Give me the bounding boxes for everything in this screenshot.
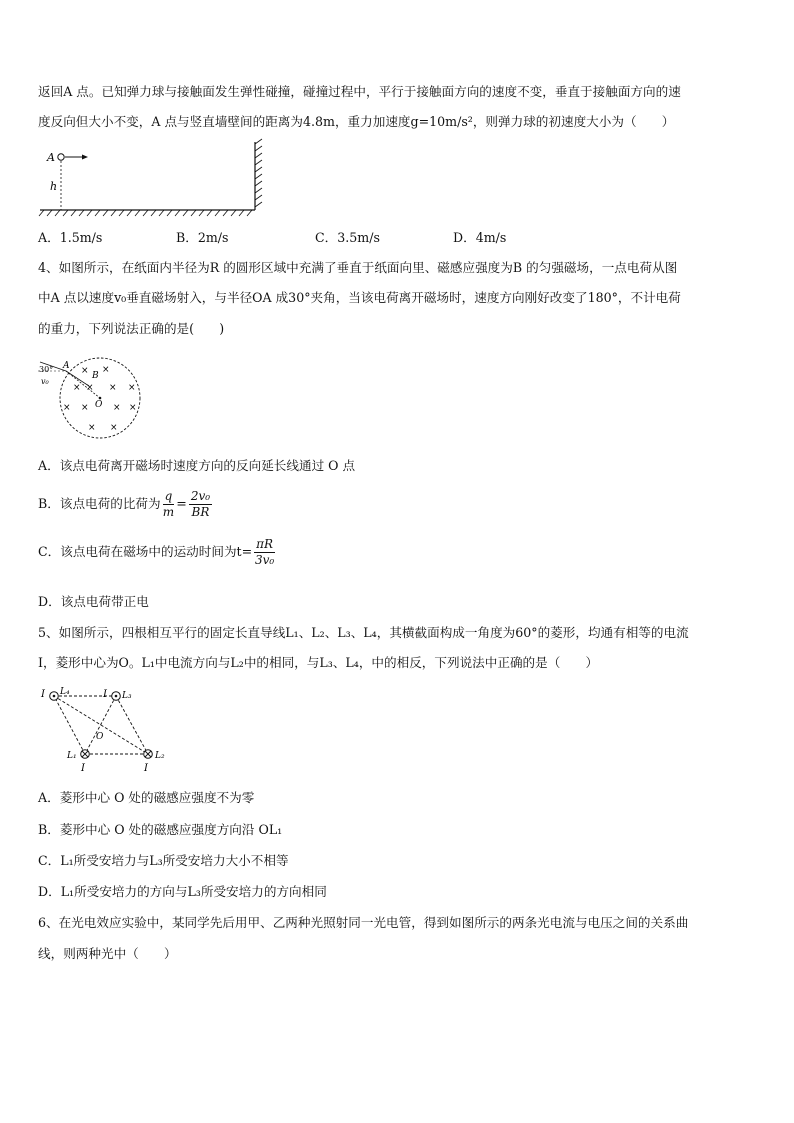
label-v0: v₀ xyxy=(41,377,49,386)
q3-option-a[interactable]: A．1.5m/s xyxy=(38,230,103,245)
label-l2: L₂ xyxy=(155,751,165,761)
q4-text-line-3: 的重力，下列说法正确的是( ) xyxy=(38,321,225,336)
q4-option-b-prefix: B．该点电荷的比荷为 xyxy=(38,496,161,511)
svg-text:×: × xyxy=(128,383,136,393)
q6-text-line-2: 线，则两种光中（ ） xyxy=(38,946,177,961)
wall-hatch xyxy=(255,139,262,207)
q4-figure-magnetic-circle xyxy=(36,352,156,442)
fraction-2v0-over-br: $\frac{\text{2v₀}}{BR}$ xyxy=(190,489,211,519)
q4-option-c-prefix: C．该点电荷在磁场中的运动时间为t= xyxy=(38,544,253,559)
svg-text:×: × xyxy=(63,403,71,413)
svg-text:×: × xyxy=(110,423,118,433)
svg-text:×: × xyxy=(129,403,137,413)
fraction-q-over-m: $\frac{q}{m}$ xyxy=(162,489,175,519)
center-point xyxy=(99,397,102,400)
svg-text:×: × xyxy=(88,423,96,433)
q3-text-line-1: 返回A 点。已知弹力球与接触面发生弹性碰撞，碰撞过程中，平行于接触面方向的速度不变，垂直于接触面方向的速 xyxy=(38,84,681,99)
label-i-l1: I xyxy=(81,763,85,774)
svg-text:×: × xyxy=(73,383,81,393)
label-h: h xyxy=(50,180,58,193)
label-l3: L₃ xyxy=(122,691,132,701)
svg-text:×: × xyxy=(81,403,89,413)
label-i-l2: I xyxy=(144,763,148,774)
q4-text-line-2: 中A 点以速度v₀垂直磁场射入，与半径OA 成30°夹角，当该电荷离开磁场时，速度方向刚好改变了180°，不计电荷 xyxy=(38,290,681,305)
fraction-pir-over-3v0: $\frac{\pi R}{\text{3v₀}}$ xyxy=(255,537,275,567)
svg-text:×: × xyxy=(86,383,94,393)
label-l4: L₄ xyxy=(60,687,70,697)
q4-option-b[interactable] xyxy=(38,487,214,521)
q4-text-line-1: 4、如图所示，在纸面内半径为R 的圆形区域中充满了垂直于纸面向里、磁感应强度为B 的匀强磁场，一点电荷从图 xyxy=(38,260,678,275)
q5-option-c[interactable]: C．L₁所受安培力与L₃所受安培力大小不相等 xyxy=(38,853,289,868)
label-i-l4: I xyxy=(41,689,45,700)
label-i-l3: I xyxy=(103,689,107,700)
q5-option-b[interactable]: B．菱形中心 O 处的磁感应强度方向沿 OL₁ xyxy=(38,822,283,837)
label-o: O xyxy=(96,732,104,742)
arrow-head-icon xyxy=(82,155,88,160)
q3-option-b[interactable]: B．2m/s xyxy=(176,230,229,245)
q4-option-a[interactable]: A．该点电荷离开磁场时速度方向的反向延长线通过 O 点 xyxy=(38,458,356,473)
label-l1: L₁ xyxy=(67,751,77,761)
rhombus-edges xyxy=(54,696,148,754)
q3-text-line-2: 度反向但大小不变，A 点与竖直墙壁间的距离为4.8m，重力加速度g=10m/s²，则弹力球的初速度大小为（ ） xyxy=(38,114,675,129)
q5-text-line-1: 5、如图所示，四根相互平行的固定长直导线L₁、L₂、L₃、L₄，其横截面构成一角度为60°的菱形，均通有相等的电流 xyxy=(38,625,689,640)
label-a: A xyxy=(63,361,70,371)
q6-text-line-1: 6、在光电效应实验中，某同学先后用甲、乙两种光照射同一光电管，得到如图所示的两条光电流与电压之间的关系曲 xyxy=(38,915,689,930)
ground-hatch xyxy=(39,210,252,216)
svg-text:×: × xyxy=(109,383,117,393)
q5-text-line-2: I，菱形中心为O。L₁中电流方向与L₂中的相同，与L₃、L₄，中的相反，下列说法中正确的是（ ） xyxy=(38,655,599,670)
label-o: O xyxy=(95,400,103,410)
q5-option-a[interactable]: A．菱形中心 O 处的磁感应强度不为零 xyxy=(38,790,255,805)
svg-text:×: × xyxy=(113,403,121,413)
q4-option-d[interactable]: D．该点电荷带正电 xyxy=(38,594,149,609)
label-a: A xyxy=(47,151,55,164)
q3-option-d[interactable]: D．4m/s xyxy=(453,230,507,245)
q3-figure-ball-wall xyxy=(36,138,266,218)
label-b: B xyxy=(92,371,99,381)
angle-label: 30° xyxy=(39,365,54,374)
q5-option-d[interactable]: D．L₁所受安培力的方向与L₃所受安培力的方向相同 xyxy=(38,884,327,899)
svg-text:×: × xyxy=(102,365,110,375)
ball-point-a xyxy=(58,154,64,160)
equals-sign: = xyxy=(176,496,187,511)
svg-text:×: × xyxy=(81,366,89,376)
q5-figure-rhombus xyxy=(36,682,176,774)
q4-option-c[interactable] xyxy=(38,535,277,569)
q3-option-c[interactable]: C．3.5m/s xyxy=(315,230,380,245)
